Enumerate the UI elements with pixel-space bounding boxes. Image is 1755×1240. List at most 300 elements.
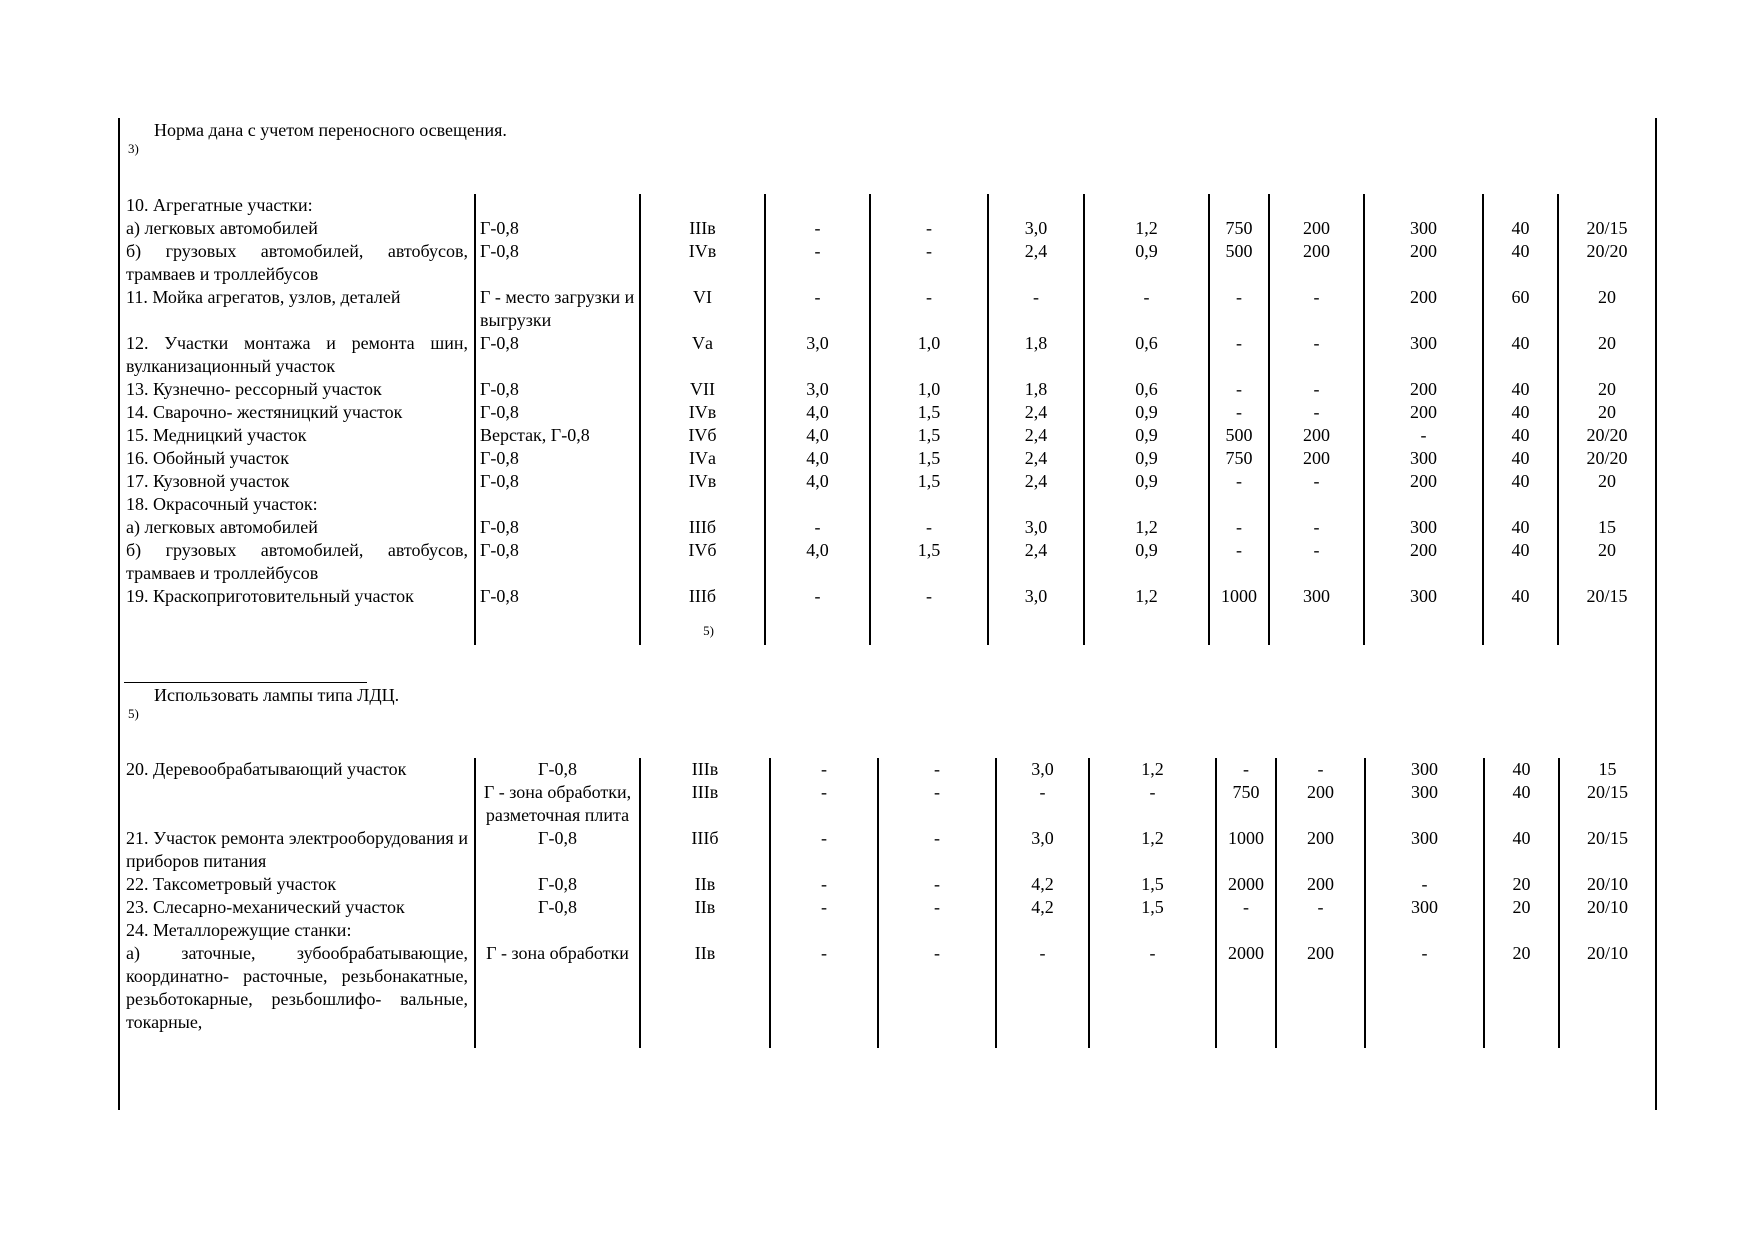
cell-text: IVб [688,540,717,560]
norm-value-cell [1364,424,1483,447]
cell-text: - [1420,425,1427,445]
norm-value-cell [1209,401,1269,424]
norm-value-cell [1364,585,1483,631]
norm-value-cell [1364,447,1483,470]
cell-text: 40 [1511,448,1530,468]
cell-text: 1000 [1228,828,1264,848]
norm-value-cell [765,493,870,516]
table-row [120,217,1655,240]
cell-text: 300 [1303,586,1330,606]
norm-value-cell [988,424,1084,447]
spacer-cell [1558,631,1655,645]
cell-text: Г-0,8 [480,448,519,468]
work-area-name: а) легковых автомобилей [126,218,318,238]
cell-text: - [1313,333,1320,353]
cell-text: - [934,759,940,779]
cell-text: 200 [1307,782,1334,802]
cell-text: Г-0,8 [480,586,519,606]
work-area-name: 10. Агрегатные участки: [126,195,313,215]
cell-text: - [821,828,827,848]
norm-value-cell [1364,194,1483,217]
norm-value-cell [1269,470,1364,493]
cell-text: 300 [1410,448,1437,468]
work-surface-cell [475,873,640,896]
cell-text: 4,0 [806,540,829,560]
norm-value-cell [1089,919,1216,942]
norm-value-cell [1209,539,1269,585]
cell-text: - [821,782,827,802]
work-surface-cell [475,919,640,942]
work-area-name: 19. Краскоприготовительный участок [126,586,414,606]
cell-text: 15 [1598,517,1616,537]
work-surface-cell [475,942,640,1034]
norm-value-cell [878,873,996,896]
spacer-cell [765,631,870,645]
norm-value-cell [1216,781,1276,827]
norm-value-cell [1216,896,1276,919]
cell-text: IVв [688,471,717,491]
spacer-cell [1089,1034,1216,1048]
cell-text: 4,0 [806,425,829,445]
norm-value-cell [870,516,988,539]
cell-text: 40 [1511,218,1530,238]
norm-value-cell [1216,919,1276,942]
norm-value-cell [988,516,1084,539]
cell-text: - [814,218,821,238]
norm-value-cell [1558,447,1655,470]
norm-value-cell [1084,470,1209,493]
spacer-cell [1483,631,1558,645]
norm-value-cell [640,827,770,873]
norm-value-cell [1558,401,1655,424]
table-row [120,240,1655,286]
norm-value-cell [640,401,765,424]
norm-value-cell [1364,516,1483,539]
norm-value-cell [1084,493,1209,516]
work-surface-cell [475,378,640,401]
spacer-cell [770,1034,878,1048]
cell-text: 1,2 [1135,517,1158,537]
spacer-cell [988,631,1084,645]
cell-text: - [821,759,827,779]
cell-text: - [1039,782,1046,802]
cell-text: 0,6 [1135,333,1158,353]
norm-value-cell [1558,585,1655,631]
norm-value-cell [1483,493,1558,516]
cell-text: - [934,874,940,894]
cell-text: 40 [1511,540,1530,560]
norm-value-cell [1364,401,1483,424]
norm-value-cell [870,470,988,493]
cell-text: 4,0 [806,471,829,491]
norm-value-cell [1209,332,1269,378]
work-area-name: 14. Сварочно- жестяницкий участок [126,402,403,422]
table-row [120,447,1655,470]
norm-value-cell [1559,781,1655,827]
cell-text: 200 [1303,425,1330,445]
norm-value-cell [1209,378,1269,401]
norm-value-cell [988,493,1084,516]
cell-text: 3,0 [1024,517,1048,537]
cell-text: 20 [1512,943,1531,963]
cell-text: - [1149,782,1156,802]
norm-value-cell [1558,539,1655,585]
norm-value-cell [770,827,878,873]
norm-value-cell [1484,873,1559,896]
work-area-name: б) грузовых автомобилей, автобусов, трамваев и троллейбусов [126,540,468,583]
work-area-name: 12. Участки монтажа и ремонта шин, вулканизационный участок [126,333,468,376]
cell-text: - [1421,874,1428,894]
norm-value-cell [1365,758,1484,781]
cell-text: 1,8 [1024,333,1048,353]
norm-value-cell [640,873,770,896]
norm-value-cell [878,896,996,919]
norm-value-cell [1269,378,1364,401]
cell-text: 3,0 [1024,218,1048,238]
norm-value-cell [1084,424,1209,447]
cell-text: 200 [1307,828,1334,848]
cell-text: 40 [1511,402,1530,422]
cell-text: 2000 [1228,943,1264,963]
cell-text: 40 [1511,517,1530,537]
cell-text: 1,5 [917,471,941,491]
norm-value-cell [1209,194,1269,217]
cell-text: - [814,287,821,307]
spacer-cell [1559,1034,1655,1048]
cell-text: - [1039,943,1046,963]
cell-text: 1,5 [917,425,941,445]
footnote-separator [124,682,367,683]
norm-value-cell [996,827,1089,873]
norm-value-cell [1276,942,1365,1034]
cell-text: 40 [1511,241,1530,261]
table-row [120,919,1655,942]
norm-value-cell [1084,401,1209,424]
table-row [120,194,1655,217]
work-surface-cell [475,401,640,424]
norm-value-cell [1089,942,1216,1034]
norm-value-cell [1484,781,1559,827]
spacer-cell [996,1034,1089,1048]
norm-value-cell [988,401,1084,424]
cell-text: 60 [1511,287,1530,307]
norm-value-cell [1269,585,1364,631]
norm-value-cell [765,240,870,286]
norm-value-cell [765,194,870,217]
cell-text: - [1143,287,1150,307]
norm-value-cell [1484,919,1559,942]
norm-value-cell [640,919,770,942]
cell-text: - [1313,517,1320,537]
norm-value-cell [1483,401,1558,424]
cell-text: 20/10 [1586,943,1628,963]
cell-text: - [814,586,821,606]
norm-value-cell [1269,217,1364,240]
cell-text: - [1033,287,1039,307]
norm-value-cell [1209,470,1269,493]
cell-text: Г-0,8 [538,874,577,894]
work-surface-cell [475,781,640,827]
cell-text: - [1243,759,1249,779]
cell-text: Г-0,8 [480,333,519,353]
cell-text: 300 [1410,517,1437,537]
cell-text: 20/15 [1586,586,1628,606]
cell-text: Г-0,8 [538,897,577,917]
spacer-cell [1209,631,1269,645]
norm-value-cell [1269,493,1364,516]
cell-text: 20/20 [1586,241,1628,261]
norm-value-cell [1276,919,1365,942]
cell-text: 2,4 [1024,402,1048,422]
norm-value-cell [1483,516,1558,539]
norm-value-cell [1084,516,1209,539]
norm-value-cell [1365,827,1484,873]
cell-text: 1,5 [1141,874,1164,894]
work-area-name: 11. Мойка агрегатов, узлов, деталей [126,287,401,307]
norm-value-cell [1276,827,1365,873]
table-row [120,873,1655,896]
cell-text: 40 [1511,471,1530,491]
norm-value-cell [1559,896,1655,919]
norm-value-cell [996,781,1089,827]
norm-value-cell [1365,942,1484,1034]
norm-value-cell [870,194,988,217]
cell-text: Vа [692,333,713,353]
table-row [120,516,1655,539]
norm-value-cell [1364,539,1483,585]
norm-value-cell [640,942,770,1034]
cell-text: 3,0 [806,379,829,399]
cell-text: 3,0 [1031,828,1054,848]
cell-text: 300 [1411,828,1438,848]
cell-text: 4,2 [1031,897,1054,917]
work-area-name: 16. Обойный участок [126,448,290,468]
spacer-cell [1084,631,1209,645]
norm-value-cell [1483,447,1558,470]
cell-text: 4,0 [806,448,829,468]
norm-value-cell [1483,217,1558,240]
work-surface-cell [475,447,640,470]
cell-text: Верстак, Г-0,8 [480,425,590,445]
norm-value-cell [765,332,870,378]
cell-text: - [1313,471,1320,491]
cell-text: 20 [1598,471,1616,491]
norm-value-cell [640,424,765,447]
norm-value-cell [1089,758,1216,781]
norm-value-cell [770,919,878,942]
cell-text: Г-0,8 [480,471,519,491]
cell-text: 300 [1411,759,1438,779]
norm-value-cell [1558,424,1655,447]
cell-text: Г-0,8 [480,379,519,399]
work-surface-cell [475,539,640,585]
table-row [120,539,1655,585]
norm-value-cell [988,539,1084,585]
norm-value-cell [988,240,1084,286]
table-row [120,470,1655,493]
cell-text: 2,4 [1024,471,1048,491]
norm-value-cell [765,470,870,493]
cell-text: 20/20 [1586,448,1628,468]
norm-value-cell [1084,585,1209,631]
cell-text: - [821,874,827,894]
norm-value-cell [996,896,1089,919]
norm-value-cell [1276,896,1365,919]
work-surface-cell [475,758,640,781]
norm-value-cell [640,516,765,539]
norm-value-cell [1084,447,1209,470]
norm-value-cell [1558,493,1655,516]
cell-text: - [934,828,940,848]
cell-text: Г-0,8 [480,218,519,238]
work-area-name: 17. Кузовной участок [126,471,290,491]
norm-value-cell [1483,194,1558,217]
cell-text: IVв [688,402,717,422]
cell-text: 0,9 [1135,448,1158,468]
cell-text: 1,2 [1135,586,1158,606]
norm-value-cell [1276,873,1365,896]
norm-value-cell [640,217,765,240]
cell-text: IIв [694,943,716,963]
norm-value-cell [640,758,770,781]
spacer-cell [120,631,475,645]
spacer-cell [878,1034,996,1048]
norm-value-cell [1558,286,1655,332]
cell-text: 20 [1598,540,1616,560]
norm-value-cell [1269,424,1364,447]
cell-text: 500 [1225,425,1253,445]
cell-text: Г-0,8 [538,828,577,848]
norm-value-cell [1558,516,1655,539]
norm-value-cell [1559,919,1655,942]
norm-value-cell [1084,240,1209,286]
cell-text: Г - зона обработки [486,943,629,963]
cell-text: 40 [1512,759,1531,779]
norm-value-cell [1089,896,1216,919]
norm-value-cell [1484,896,1559,919]
norm-value-cell [870,332,988,378]
norm-value-cell [765,401,870,424]
cell-text: 1,5 [917,448,941,468]
norm-value-cell [770,781,878,827]
norm-value-cell [1216,942,1276,1034]
cell-text: - [1236,471,1242,491]
cell-text: 200 [1303,448,1330,468]
cell-text: - [926,517,932,537]
norm-value-cell [640,585,765,638]
spacer-cell [475,631,640,645]
footnote-mark: 5) [703,623,714,638]
footnote-3-mark: 3) [128,141,139,156]
spacer-cell [1216,1034,1276,1048]
spacer-cell [870,631,988,645]
table-row [120,493,1655,516]
cell-text: 1,5 [1141,897,1164,917]
norm-value-cell [1483,286,1558,332]
norm-value-cell [1269,401,1364,424]
norm-value-cell [1483,332,1558,378]
cell-text: 200 [1410,379,1437,399]
spacer-cell [475,1034,640,1048]
cell-text: 300 [1410,218,1437,238]
cell-text: 20 [1512,874,1531,894]
spacer-cell [640,1034,770,1048]
cell-text: Г-0,8 [480,540,519,560]
norm-value-cell [765,539,870,585]
cell-text: 40 [1511,379,1530,399]
norm-value-cell [770,873,878,896]
norm-value-cell [1483,378,1558,401]
norm-value-cell [640,332,765,378]
norm-value-cell [1484,942,1559,1034]
norm-value-cell [870,240,988,286]
norm-value-cell [870,585,988,631]
norm-value-cell [1559,827,1655,873]
cell-text: - [1236,517,1242,537]
work-area-name: а) заточные, зубообрабатывающие, координатно- расточные, резьбонакатные, резьботокарные, резьбошлифо- вальные, токарные, [126,943,468,1032]
cell-text: 200 [1410,540,1437,560]
norm-value-cell [1483,470,1558,493]
table-row [120,286,1655,332]
norm-value-cell [640,378,765,401]
norm-value-cell [988,378,1084,401]
norm-value-cell [1484,827,1559,873]
cell-text: 20/20 [1586,425,1628,445]
norm-value-cell [765,217,870,240]
norm-value-cell [1276,781,1365,827]
spacer-cell [1276,1034,1365,1048]
norm-value-cell [765,378,870,401]
cell-text: IIIв [691,759,719,779]
norm-value-cell [1209,447,1269,470]
work-area-name: 23. Слесарно-механический участок [126,897,405,917]
norm-value-cell [1084,378,1209,401]
norm-value-cell [988,286,1084,332]
norm-value-cell [870,447,988,470]
norm-value-cell [1276,758,1365,781]
cell-text: - [1421,943,1428,963]
work-surface-cell [475,516,640,539]
norm-value-cell [1269,194,1364,217]
footnote-5-text: Использовать лампы типа ЛДЦ. [154,685,400,705]
norm-value-cell [765,447,870,470]
cell-text: - [1236,402,1242,422]
norm-value-cell [1084,194,1209,217]
cell-text: 200 [1410,287,1437,307]
cell-text: - [1313,540,1320,560]
cell-text: - [934,897,940,917]
cell-text: 300 [1411,782,1438,802]
footnote-3-text: Норма дана с учетом переносного освещения. [154,120,507,140]
cell-text: - [1236,540,1242,560]
norm-value-cell [765,424,870,447]
norm-value-cell [996,873,1089,896]
cell-text: 4,0 [806,402,829,422]
norm-value-cell [1365,919,1484,942]
norm-value-cell [988,585,1084,631]
cell-text: 40 [1512,782,1531,802]
norm-value-cell [1483,240,1558,286]
norm-value-cell [878,827,996,873]
norm-value-cell [1216,873,1276,896]
work-area-name: 18. Окрасочный участок: [126,494,318,514]
norm-value-cell [1364,240,1483,286]
cell-text: 20/15 [1586,218,1628,238]
norm-value-cell [1084,332,1209,378]
norm-value-cell [765,585,870,631]
norm-value-cell [1558,240,1655,286]
work-surface-cell [475,896,640,919]
